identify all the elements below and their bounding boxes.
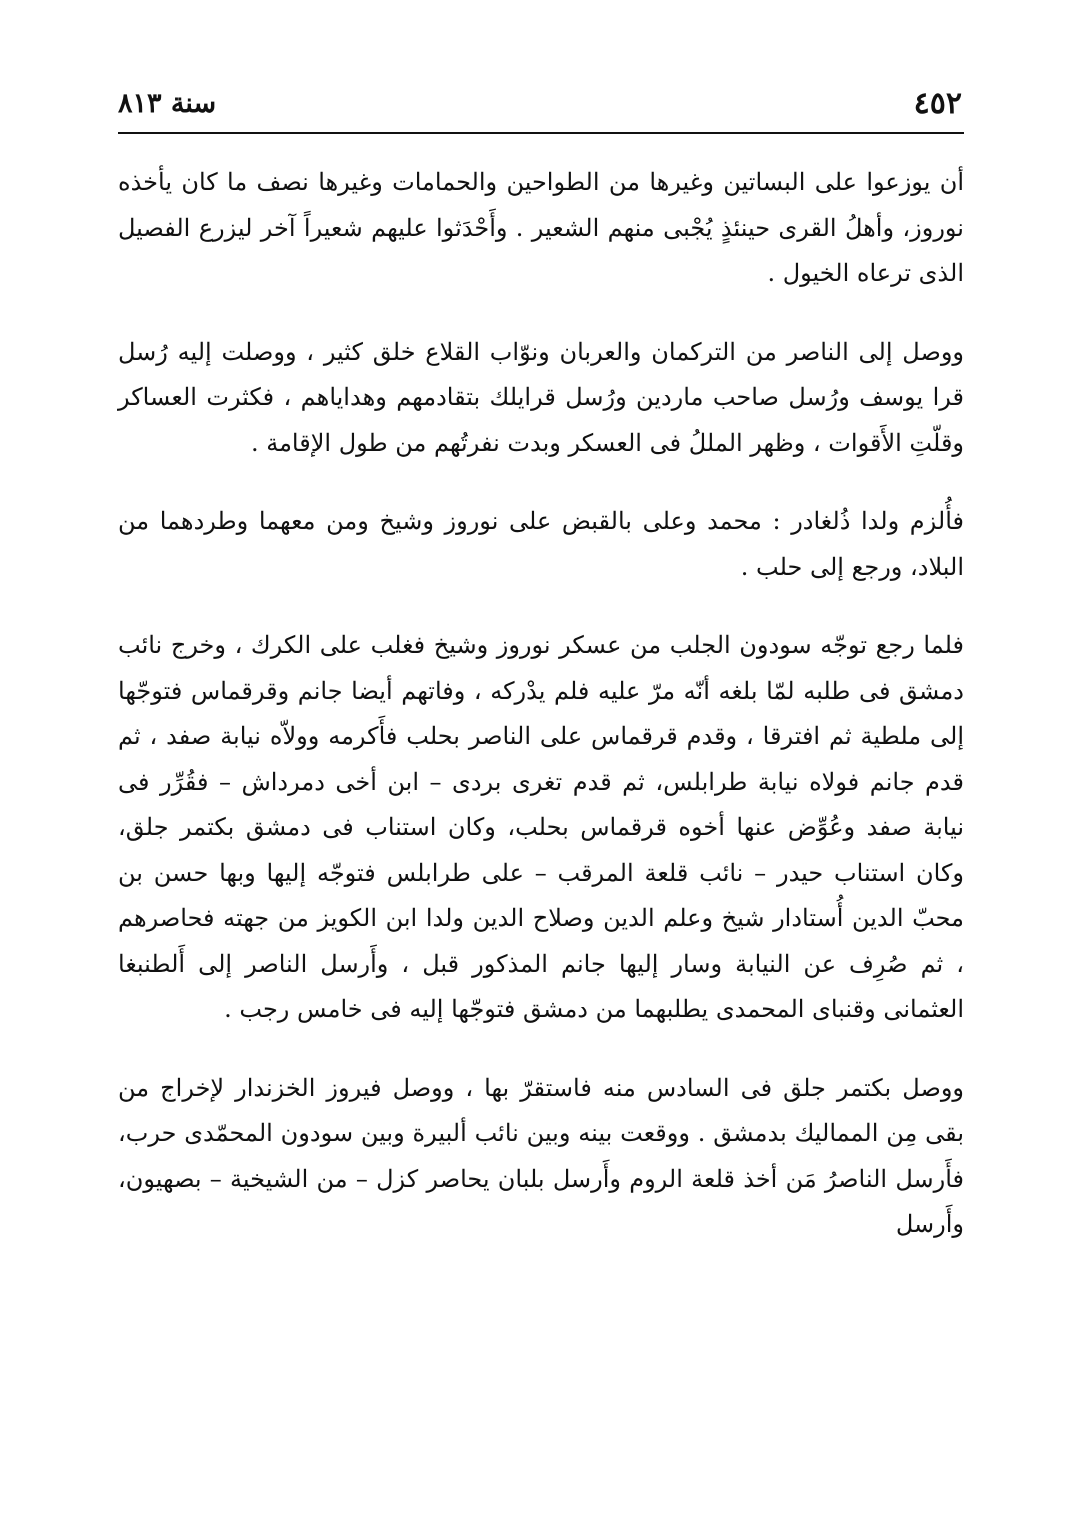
paragraph-4: فلما رجع توجّه سودون الجلب من عسكر نوروز وشيخ فغلب على الكرك ، وخرج نائب دمشق فى طلبه لمّا بلغه أنّه مرّ عليه فلم يدْركه ، وفاتهم أيضا جانم وقرقماس فتوجّها إلى ملطية ثم افترقا ، وقدم قرقماس على الناصر بحلب فأَكرمه وولاّه نيابة صفد ، ثم قدم جانم فولاه نيابة طرابلس، ثم قدم تغرى بردى – ابن أخى دمرداش – فقُرِّر فى نيابة صفد وعُوِّض عنها أخوه قرقماس بحلب، وكان استناب فى دمشق بكتمر جلق، وكان استناب حيدر – نائب قلعة المرقب – على طرابلس فتوجّه إليها وبها حسن بن محبّ الدين أُستادار شيخ وعلم الدين وصلاح الدين ولدا ابن الكويز من جهته فحاصرهم ، ثم صُرِف عن النيابة وسار إليها جانم المذكور قبل ، وأَرسل الناصر إلى أَلطنبغا العثمانى وقنباى المحمدى يطلبهما من دمشق فتوجّها إليه فى خامس رجب . [118,631,965,1023]
running-head: سنة ٨١٣ [118,88,217,119]
header-rule [118,132,964,134]
paragraph-3: فأُلزم ولدا ذُلغادر : محمد وعلى بالقبض على نوروز وشيخ ومن معهما وطردهما من البلاد، ورجع إلى حلب . [118,507,964,581]
paragraph-2: ووصل إلى الناصر من التركمان والعربان ونوّاب القلاع خلق كثير ، ووصلت إليه رُسل قرا يوسف ورُسل صاحب ماردين ورُسل قرايلك بتقادمهم وهداياهم ، فكثرت العساكر وقلّتِ الأَقوات ، وظهر المللُ فى العسكر وبدت نفرتُهم من طول الإقامة . [118,337,964,457]
page-header [118,78,962,128]
page-number: ٤٥٢ [913,86,962,121]
paragraph-1: أن يوزعوا على البساتين وغيرها من الطواحين والحمامات وغيرها نصف ما كان يأخذه نوروز، وأهلُ القرى حينئذٍ يُجْبى منهم الشعير . وأَحْدَثوا عليهم شعيراً آخر ليزرع الفصيل الذى ترعاه الخيول . [118,168,964,287]
body-text [118,160,964,1248]
paragraph-5: ووصل بكتمر جلق فى السادس منه فاستقرّ بها ، ووصل فيروز الخزندار لإخراج من بقى مِن المماليك بدمشق . ووقعت بينه وبين نائب ألبيرة وبين سودون المحمّدى حرب، فأَرسل الناصرُ مَن أخذ قلعة الروم وأَرسل بلبان يحاصر كزل – من الشيخية – بصهيون، وأَرسل [118,1073,964,1238]
